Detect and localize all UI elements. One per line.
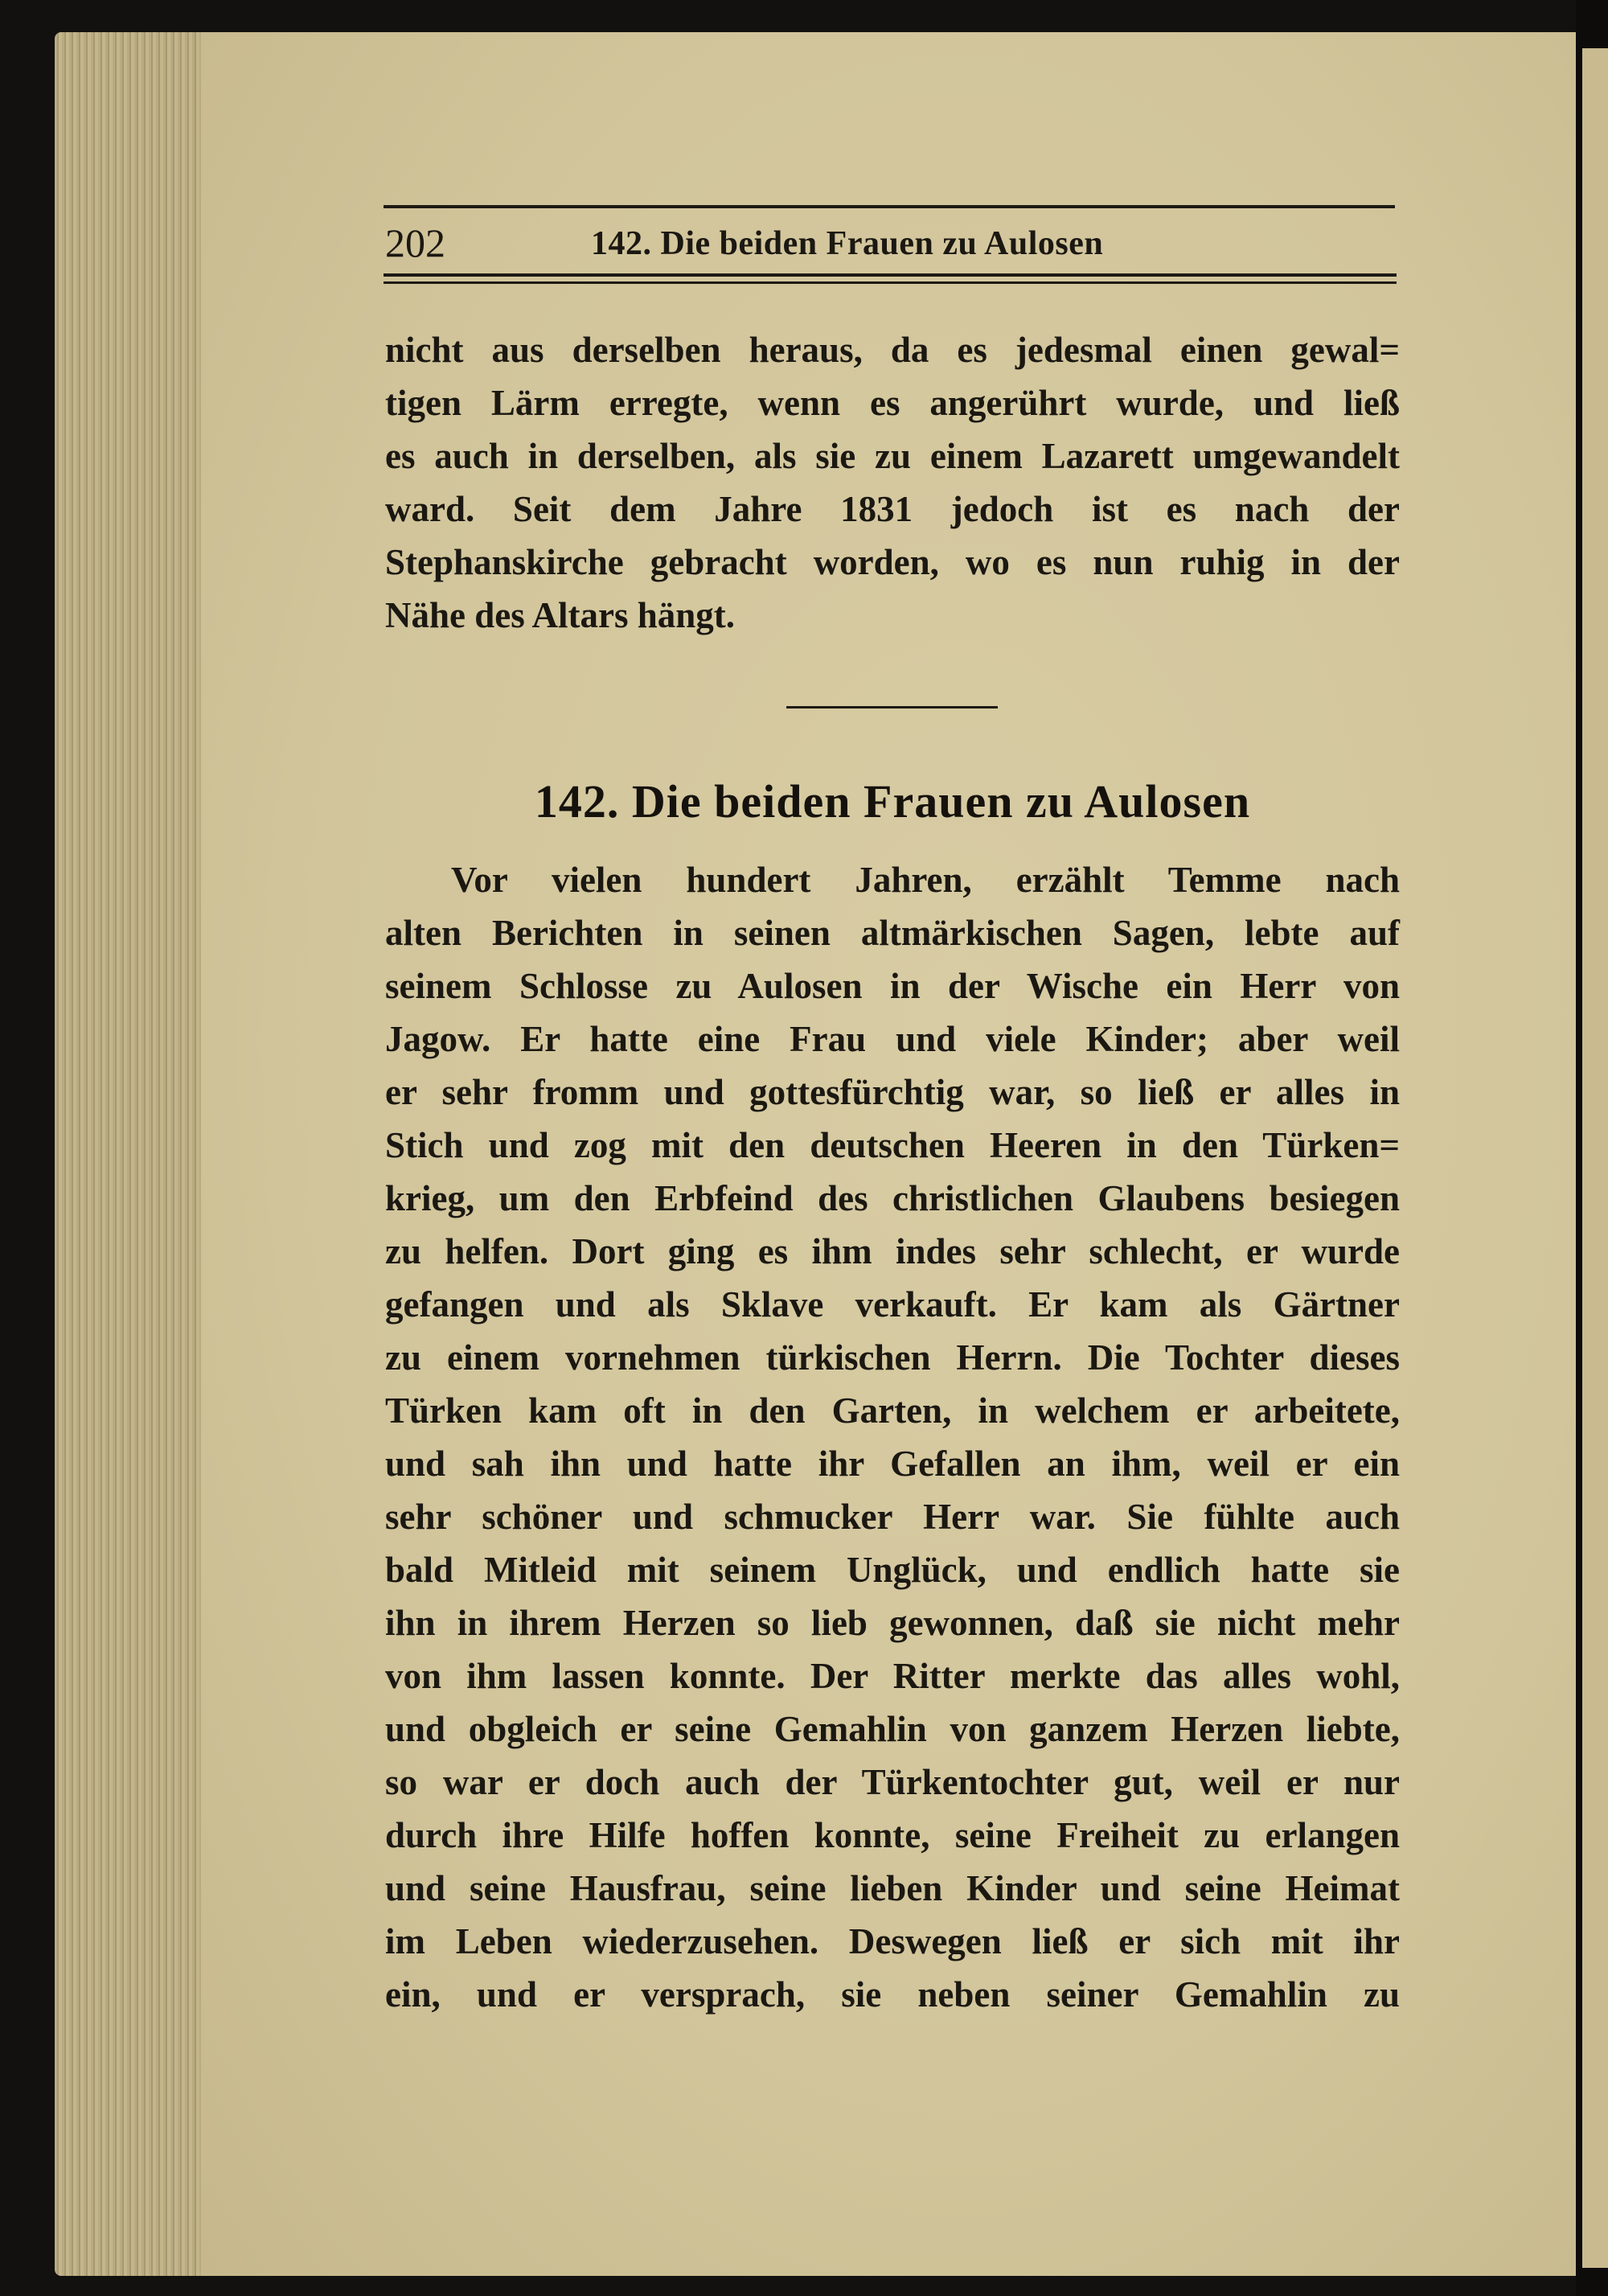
text-line: Stich und zog mit den deutschen Heeren in den Türken= [385,1125,1400,1165]
running-title: 142. Die beiden Frauen zu Aulosen [591,225,1104,262]
facing-page-edge [1582,48,1608,2268]
text-line: sehr schöner und schmucker Herr war. Sie fühlte auch [385,1497,1400,1537]
text-line: Stephanskirche gebracht worden, wo es nun ruhig in der [385,542,1400,582]
text-line: durch ihre Hilfe hoffen konnte, seine Freiheit zu erlangen [385,1815,1400,1855]
text-line: im Leben wiederzusehen. Deswegen ließ er sich mit ihr [385,1921,1400,1961]
text-line: zu helfen. Dort ging es ihm indes sehr schlecht, er wurde [385,1231,1400,1271]
text-line: er sehr fromm und gottesfürchtig war, so ließ er alles in [385,1072,1400,1112]
text-line: Türken kam oft in den Garten, in welchem er arbeitete, [385,1390,1400,1431]
text-line: gefangen und als Sklave verkauft. Er kam als Gärtner [385,1284,1400,1325]
text-line: tigen Lärm erregte, wenn es angerührt wurde, und ließ [385,383,1400,423]
section-separator [786,706,998,709]
text-line: seinem Schlosse zu Aulosen in der Wische ein Herr von [385,966,1400,1006]
header-double-rule-top [384,273,1397,277]
text-line: Jagow. Er hatte eine Frau und viele Kinder; aber weil [385,1019,1400,1059]
text-line: Nähe des Altars hängt. [385,595,736,635]
section-body-text [385,853,1400,2021]
header-double-rule-bottom [384,281,1397,284]
text-line: nicht aus derselben heraus, da es jedesmal einen gewal= [385,330,1400,370]
text-line: bald Mitleid mit seinem Unglück, und endlich hatte sie [385,1550,1400,1590]
text-line: ein, und er versprach, sie neben seiner Gemahlin zu [385,1974,1400,2015]
section-heading: 142. Die beiden Frauen zu Aulosen [534,775,1251,828]
text-line: ihn in ihrem Herzen so lieb gewonnen, daß sie nicht mehr [385,1603,1400,1643]
text-line: und sah ihn und hatte ihr Gefallen an ihm, weil er ein [385,1444,1400,1484]
text-line: alten Berichten in seinen altmärkischen Sagen, lebte auf [385,913,1400,953]
text-line: so war er doch auch der Türkentochter gut, weil er nur [385,1762,1400,1802]
page-number: 202 [385,220,445,265]
previous-section-text [385,323,1400,642]
text-line: ward. Seit dem Jahre 1831 jedoch ist es nach der [385,489,1400,529]
text-line: Vor vielen hundert Jahren, erzählt Temme nach [451,860,1400,900]
text-line: krieg, um den Erbfeind des christlichen Glaubens besiegen [385,1178,1400,1218]
header-top-rule [384,205,1395,208]
text-line: von ihm lassen konnte. Der Ritter merkte das alles wohl, [385,1656,1400,1696]
text-line: es auch in derselben, als sie zu einem Lazarett umgewandelt [385,436,1400,476]
text-line: zu einem vornehmen türkischen Herrn. Die Tochter dieses [385,1337,1400,1378]
text-line: und obgleich er seine Gemahlin von ganzem Herzen liebte, [385,1709,1400,1749]
text-line: und seine Hausfrau, seine lieben Kinder und seine Heimat [385,1868,1400,1908]
